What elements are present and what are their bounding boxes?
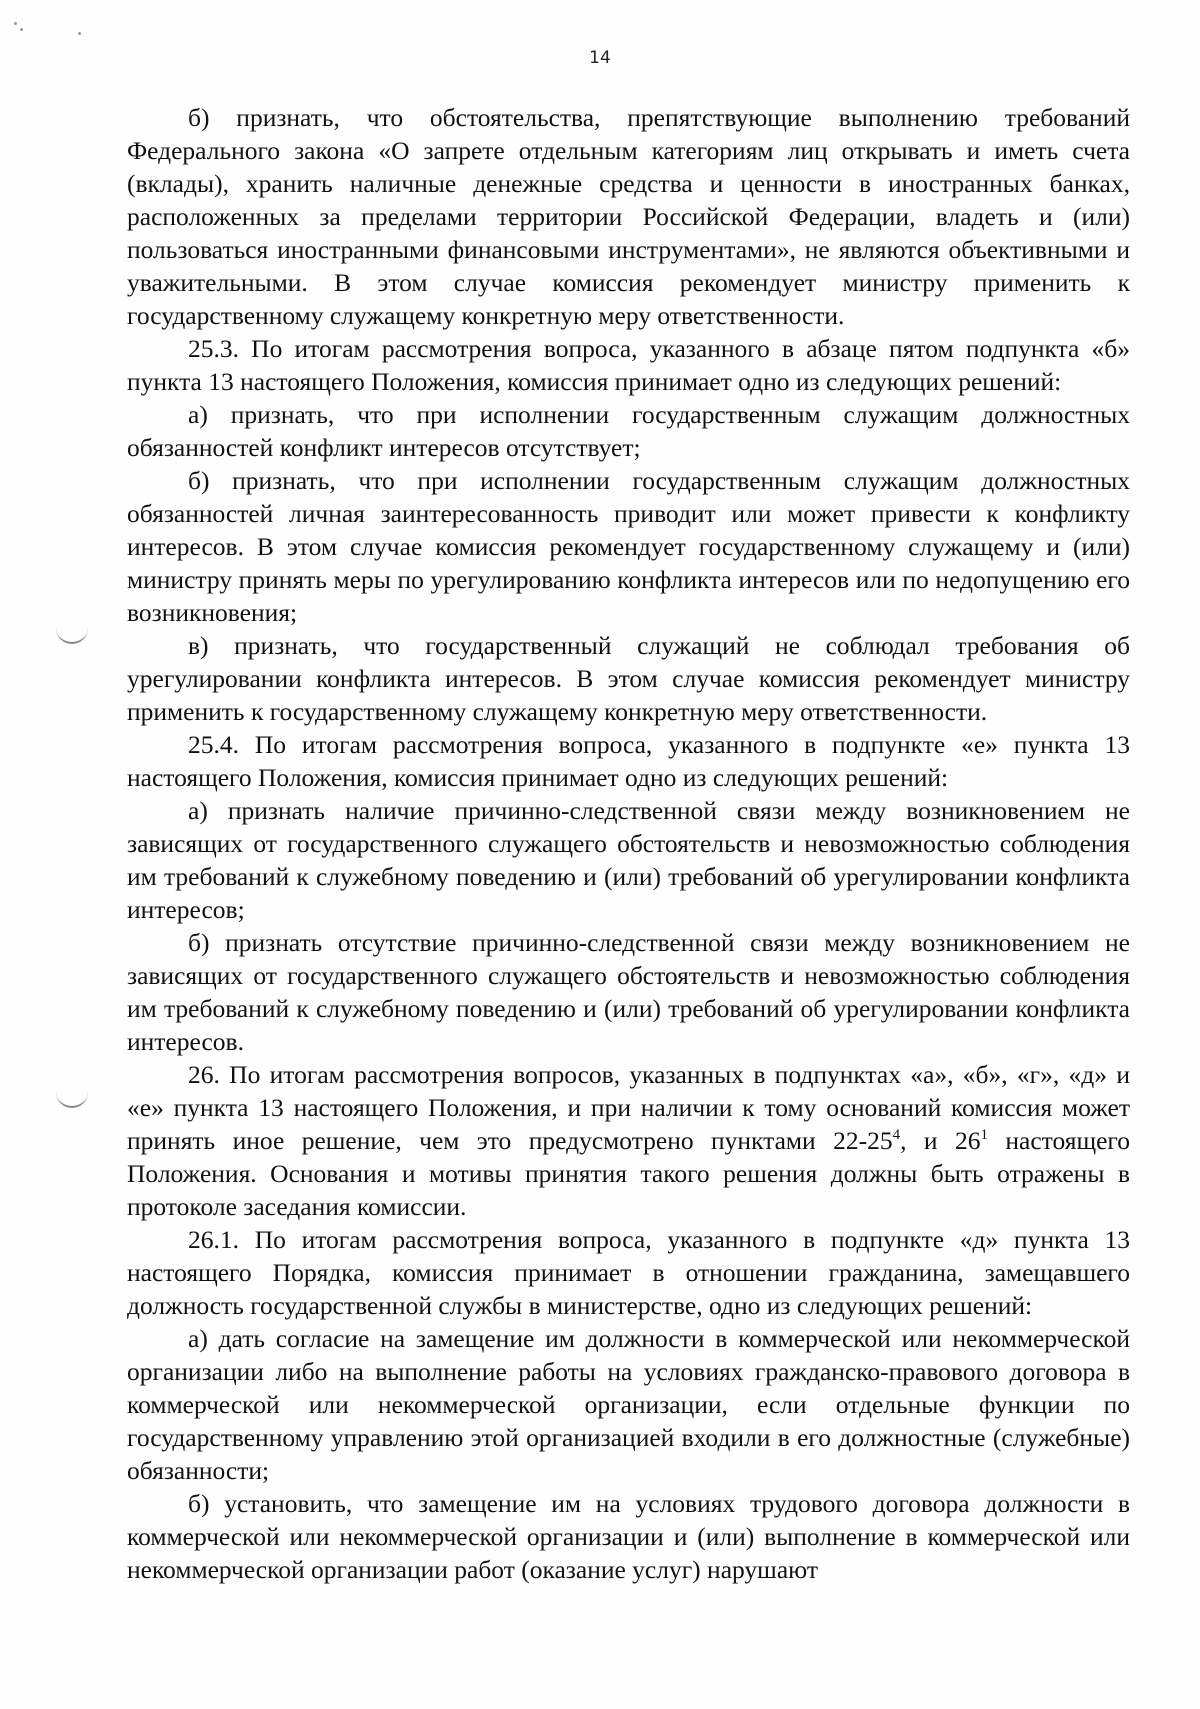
punch-hole-mark <box>56 628 88 644</box>
paragraph-text: настоящего Положения. Основания и мотивы принятия такого решения должны быть отражены в протоколе заседания комиссии. <box>127 1126 1130 1221</box>
paragraph: а) признать наличие причинно-следственной связи между возникновением не зависящих от государственного служащего обстоятельств и невозможностью соблюдения им требований к служебному поведению и (или) требований об урегулировании конфликта интересов; <box>127 796 1130 924</box>
paragraph <box>127 1058 1130 1223</box>
paragraph: б) признать отсутствие причинно-следственной связи между возникновением не зависящих от государственного служащего обстоятельств и невозможностью соблюдения им требований к служебному поведению и (или) требований об урегулировании конфликта интересов. <box>127 928 1130 1056</box>
scan-speck <box>14 22 17 25</box>
document-body <box>127 101 1130 1586</box>
paragraph: в) признать, что государственный служащий не соблюдал требования об урегулировании конфликта интересов. В этом случае комиссия рекомендует министру применить к государственному служащему конкретную меру ответственности. <box>127 631 1130 726</box>
superscript: 4 <box>892 1127 901 1143</box>
paragraph: б) признать, что обстоятельства, препятствующие выполнению требований Федерального закона «О запрете отдельным категориям лиц открывать и иметь счета (вклады), хранить наличные денежные средства и ценности в иностранных банках, расположенных за пределами территории Российской Федерации, владеть и (или) пользоваться иностранными финансовыми инструментами», не являются объективными и уважительными. В этом случае комиссия рекомендует министру применить к государственному служащему конкретную меру ответственности. <box>127 103 1130 330</box>
punch-hole-mark <box>56 1092 88 1108</box>
paragraph: а) признать, что при исполнении государственным служащим должностных обязанностей конфликт интересов отсутствует; <box>127 400 1130 462</box>
superscript: 1 <box>980 1127 988 1143</box>
paragraph-text: , и 26 <box>900 1126 981 1155</box>
page-number: 14 <box>589 48 611 68</box>
paragraph: 25.3. По итогам рассмотрения вопроса, указанного в абзаце пятом подпункта «б» пункта 13 настоящего Положения, комиссия принимает одно из следующих решений: <box>127 334 1130 396</box>
paragraph-text: 26. По итогам рассмотрения вопросов, указанных в подпунктах «а», «б», «г», «д» и «е» пункта 13 настоящего Положения, и при наличии к тому оснований комиссия может принять иное решение, чем это предусмотрено пунктами 22-25 <box>127 1060 1130 1155</box>
paragraph: б) признать, что при исполнении государственным служащим должностных обязанностей личная заинтересованность приводит или может привести к конфликту интересов. В этом случае комиссия рекомендует государственному служащему и (или) министру принять меры по урегулированию конфликта интересов или по недопущению его возникновения; <box>127 466 1130 627</box>
paragraph: б) установить, что замещение им на условиях трудового договора должности в коммерческой или некоммерческой организации и (или) выполнение в коммерческой или некоммерческой организации работ (оказание услуг) нарушают <box>127 1489 1130 1584</box>
paragraph: 25.4. По итогам рассмотрения вопроса, указанного в подпункте «е» пункта 13 настоящего Положения, комиссия принимает одно из следующих решений: <box>127 730 1130 792</box>
paragraph: 26.1. По итогам рассмотрения вопроса, указанного в подпункте «д» пункта 13 настоящего Порядка, комиссия принимает в отношении гражданина, замещавшего должность государственной службы в министерстве, одно из следующих решений: <box>127 1225 1130 1320</box>
scan-speck <box>20 28 23 31</box>
paragraph: а) дать согласие на замещение им должности в коммерческой или некоммерческой организации либо на выполнение работы на условиях гражданско-правового договора в коммерческой или некоммерческой организации, если отдельные функции по государственному управлению этой организацией входили в его должностные (служебные) обязанности; <box>127 1324 1130 1485</box>
scan-speck <box>78 32 81 35</box>
